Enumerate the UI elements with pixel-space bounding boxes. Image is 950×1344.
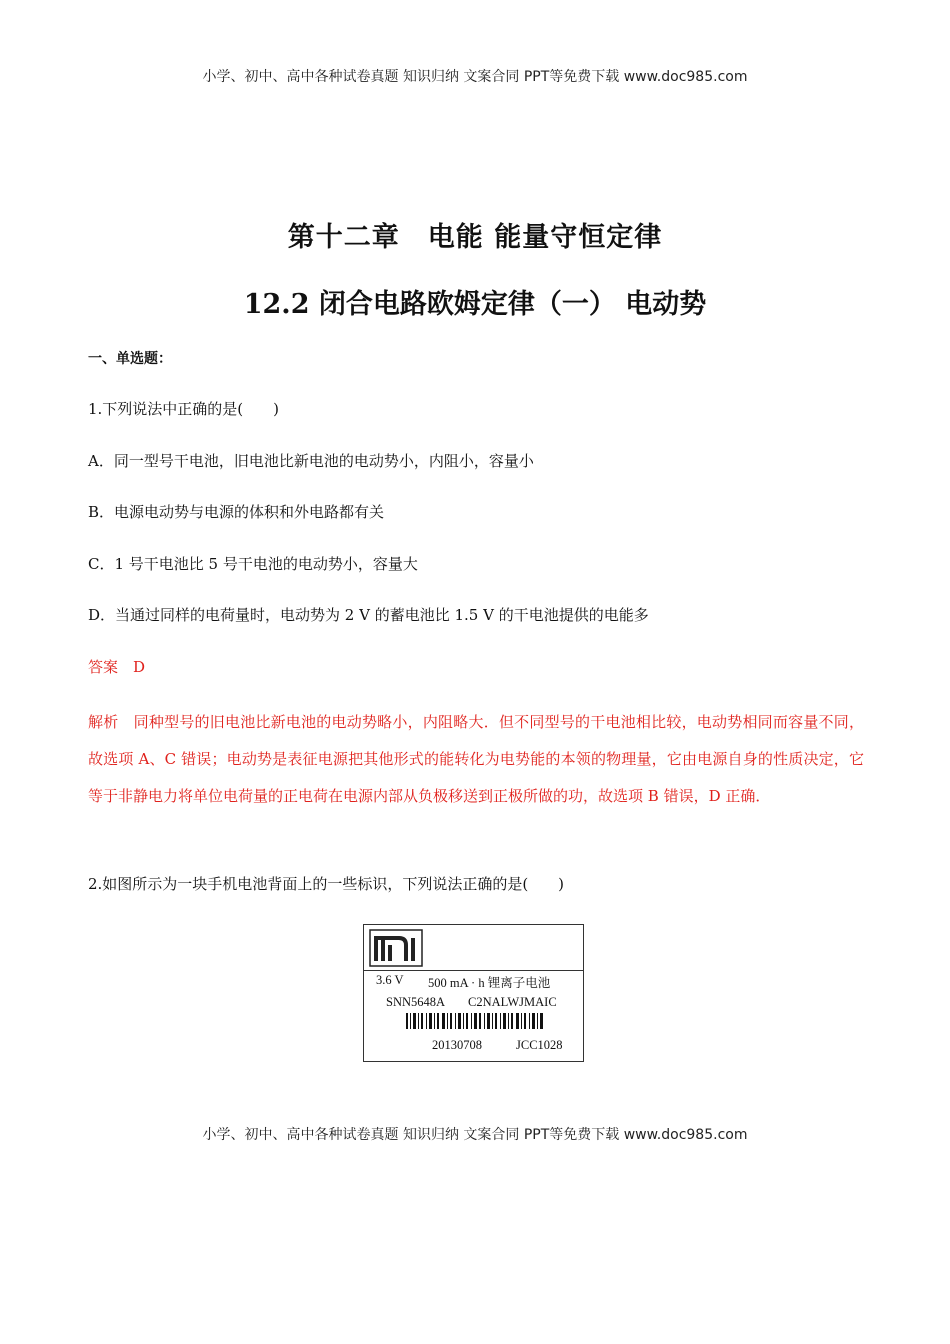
battery-voltage: 3.6 V <box>376 973 404 987</box>
page-header: 小学、初中、高中各种试卷真题 知识归纳 文案合同 PPT等免费下载 www.doc985.com <box>202 69 748 85</box>
mi-logo-icon <box>369 929 423 967</box>
question-1-answer: 答案 D <box>88 658 146 676</box>
question-1-analysis: 解析 同种型号的旧电池比新电池的电动势略小，内阻略大．但不同型号的干电池相比较，电动势相同而容量不同，故选项 A、C 错误；电动势是表征电源把其他形式的能转化为电势能的本领的物理量，它由电源自身的性质决定，它等于非静电力将单位电荷量的正电荷在电源内部从负极移送到正极所做的功，故选项 B 错误，D 正确． <box>88 713 864 805</box>
question-1-option-a: A．同一型号干电池，旧电池比新电池的电动势小，内阻小，容量小 <box>88 452 534 470</box>
battery-label-figure <box>363 924 584 1062</box>
question-2-stem: 2.如图所示为一块手机电池背面上的一些标识，下列说法正确的是( ) <box>88 875 565 893</box>
section-heading: 一、单选题： <box>88 351 172 367</box>
question-1-option-c: C．1 号干电池比 5 号干电池的电动势小，容量大 <box>88 555 418 573</box>
lesson-title: 12.2 闭合电路欧姆定律（一） 电动势 <box>243 289 707 320</box>
page-footer: 小学、初中、高中各种试卷真题 知识归纳 文案合同 PPT等免费下载 www.doc985.com <box>202 1127 748 1143</box>
barcode-icon <box>406 1013 544 1029</box>
battery-code-1: SNN5648A <box>386 995 446 1009</box>
battery-code-2: C2NALWJMAIC <box>468 995 557 1009</box>
question-1-option-b: B．电源电动势与电源的体积和外电路都有关 <box>88 503 385 521</box>
question-1-stem: 1.下列说法中正确的是( ) <box>88 400 280 418</box>
battery-capacity: 500 mA · h 锂离子电池 <box>428 976 551 990</box>
label-divider <box>364 970 583 971</box>
battery-date: 20130708 <box>432 1038 482 1052</box>
question-1-option-d: D．当通过同样的电荷量时，电动势为 2 V 的蓄电池比 1.5 V 的干电池提供的电能多 <box>88 606 649 624</box>
chapter-title: 第十二章 电能 能量守恒定律 <box>287 222 663 253</box>
battery-code-3: JCC1028 <box>516 1038 563 1052</box>
